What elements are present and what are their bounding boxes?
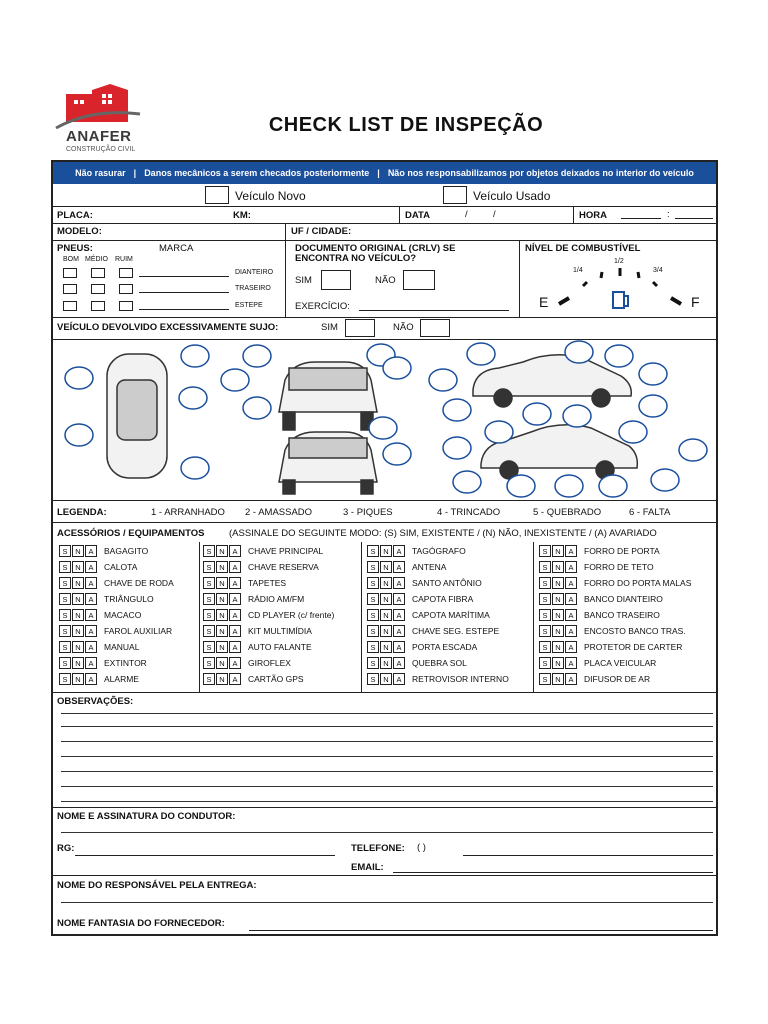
sna-option-box[interactable]: N (72, 641, 84, 653)
sna-option-box[interactable]: S (539, 561, 551, 573)
sna-option-box[interactable]: N (72, 609, 84, 621)
legend-title: LEGENDA: (57, 507, 107, 518)
data-label: DATA (405, 210, 430, 221)
tire-checkbox[interactable] (119, 284, 133, 294)
accessory-label: PROTETOR DE CARTER (584, 641, 683, 652)
accessory-label: SANTO ANTÔNIO (412, 577, 482, 588)
sna-option-box[interactable]: A (393, 625, 405, 637)
accessory-label: CHAVE SEG. ESTEPE (412, 625, 500, 636)
sna-option-box[interactable]: S (203, 577, 215, 589)
sna-option-box[interactable]: A (85, 577, 97, 589)
accessory-row (539, 544, 660, 557)
sna-option-box[interactable]: N (216, 609, 228, 621)
accessory-row (203, 576, 286, 589)
accessory-label: RETROVISOR INTERNO (412, 673, 509, 684)
accessory-row (203, 608, 334, 621)
accessory-label: CHAVE RESERVA (248, 561, 319, 572)
accessory-label: FORRO DE TETO (584, 561, 654, 572)
tire-checkbox[interactable] (63, 268, 77, 278)
uf-cidade-label: UF / CIDADE: (291, 226, 352, 237)
tire-condition-good: BOM (63, 256, 79, 263)
sna-option-box[interactable]: S (59, 561, 71, 573)
accessory-row (367, 640, 477, 653)
accessory-label: CAPOTA MARÍTIMA (412, 609, 490, 620)
fuel-title: NÍVEL DE COMBUSTÍVEL (525, 243, 641, 254)
sna-option-box[interactable]: N (380, 609, 392, 621)
sna-option-box[interactable]: A (565, 673, 577, 685)
accessory-row (539, 576, 691, 589)
accessory-row (367, 624, 499, 637)
fuel-half-label: 1/2 (614, 258, 624, 265)
sna-option-box[interactable]: N (552, 577, 564, 589)
modelo-label: MODELO: (57, 226, 102, 237)
accessory-row (203, 624, 312, 637)
sna-option-box[interactable]: N (216, 673, 228, 685)
accessory-label: CHAVE DE RODA (104, 577, 174, 588)
accessory-label: TAGÓGRAFO (412, 545, 466, 556)
sna-option-box[interactable]: A (393, 609, 405, 621)
legend-item: 2 - AMASSADO (245, 507, 313, 518)
placa-label: PLACA: (57, 210, 93, 221)
sna-option-box[interactable]: A (393, 673, 405, 685)
accessory-label: CHAVE PRINCIPAL (248, 545, 324, 556)
sna-option-box[interactable]: A (229, 545, 241, 557)
sna-option-box[interactable]: S (203, 545, 215, 557)
tire-checkbox[interactable] (91, 284, 105, 294)
accessory-label: CARTÃO GPS (248, 673, 304, 684)
sna-option-box[interactable]: A (85, 657, 97, 669)
accessory-row (367, 608, 490, 621)
dirty-yes-box[interactable] (345, 319, 375, 337)
supplier-label: NOME FANTASIA DO FORNECEDOR: (57, 918, 225, 929)
sna-option-box[interactable]: S (539, 625, 551, 637)
tire-checkbox[interactable] (63, 301, 77, 311)
sna-option-box[interactable]: N (380, 593, 392, 605)
sna-option-box[interactable]: A (393, 561, 405, 573)
sna-option-box[interactable]: N (72, 561, 84, 573)
document-no-box[interactable] (403, 270, 435, 290)
rg-label: RG: (57, 843, 75, 854)
sna-option-box[interactable]: S (203, 609, 215, 621)
sna-option-box[interactable]: S (59, 593, 71, 605)
accessory-row (59, 608, 141, 621)
sna-option-box[interactable]: N (380, 641, 392, 653)
phone-parens: ( ) (417, 842, 426, 853)
tire-checkbox[interactable] (91, 301, 105, 311)
accessory-label: FORRO DE PORTA (584, 545, 660, 556)
sna-option-box[interactable]: N (380, 561, 392, 573)
accessory-label: MACACO (104, 609, 142, 620)
sna-option-box[interactable]: A (229, 609, 241, 621)
accessory-label: QUEBRA SOL (412, 657, 467, 668)
accessory-label: CD PLAYER (c/ frente) (248, 609, 335, 620)
sna-option-box[interactable]: S (203, 561, 215, 573)
sna-option-box[interactable]: S (539, 673, 551, 685)
sna-option-box[interactable]: N (380, 545, 392, 557)
document-title: ENCONTRA NO VEÍCULO? (295, 253, 417, 264)
observations-title: OBSERVAÇÕES: (57, 696, 134, 707)
sna-option-box[interactable]: A (229, 577, 241, 589)
sna-option-box[interactable]: N (72, 577, 84, 589)
sna-option-box[interactable]: A (85, 609, 97, 621)
sna-option-box[interactable]: A (393, 545, 405, 557)
accessory-row (59, 560, 137, 573)
sna-option-box[interactable]: S (59, 673, 71, 685)
legend-item: 5 - QUEBRADO (533, 507, 602, 518)
accessory-row (59, 576, 174, 589)
banner-item: Não nos responsabilizamos por objetos deixados no interior do veículo (387, 168, 694, 178)
car-damage-diagram (53, 340, 716, 500)
sna-option-box[interactable]: A (85, 673, 97, 685)
accessory-row (203, 640, 312, 653)
sna-option-box[interactable]: S (539, 657, 551, 669)
accessory-label: ENCOSTO BANCO TRAS. (584, 625, 686, 636)
accessory-label: FORRO DO PORTA MALAS (584, 577, 692, 588)
sna-option-box[interactable]: A (229, 625, 241, 637)
accessory-label: BANCO DIANTEIRO (584, 593, 663, 604)
sna-option-box[interactable]: S (59, 577, 71, 589)
sna-option-box[interactable]: S (59, 657, 71, 669)
sna-option-box[interactable]: A (565, 641, 577, 653)
accessory-label: CAPOTA FIBRA (412, 593, 474, 604)
accessories-title: ACESSÓRIOS / EQUIPAMENTOS (57, 528, 205, 539)
km-label: KM: (233, 210, 251, 221)
sna-option-box[interactable]: A (565, 609, 577, 621)
car-top-view-icon (107, 354, 167, 478)
accessory-label: PLACA VEICULAR (584, 657, 657, 668)
sna-option-box[interactable]: A (565, 545, 577, 557)
sna-option-box[interactable]: S (367, 609, 379, 621)
sna-option-box[interactable]: N (552, 641, 564, 653)
accessory-label: FAROL AUXILIAR (104, 625, 173, 636)
sna-option-box[interactable]: N (216, 577, 228, 589)
sna-option-box[interactable]: A (85, 593, 97, 605)
sna-option-box[interactable]: N (380, 577, 392, 589)
accessories-instructions: (ASSINALE DO SEGUINTE MODO: (S) SIM, EXISTENTE / (N) NÃO, INEXISTENTE / (A) AVARIADO (229, 528, 657, 539)
accessory-row (203, 560, 319, 573)
accessory-row (59, 544, 148, 557)
sna-option-box[interactable]: S (367, 593, 379, 605)
accessory-row (539, 672, 650, 685)
sna-option-box[interactable]: S (367, 561, 379, 573)
sna-option-box[interactable]: A (393, 641, 405, 653)
fuel-empty-label: E (539, 294, 549, 310)
dirty-no-label: NÃO (393, 322, 414, 333)
accessory-row (367, 544, 466, 557)
sna-option-box[interactable]: A (565, 593, 577, 605)
sna-option-box[interactable]: A (393, 577, 405, 589)
legend-item: 1 - ARRANHADO (151, 507, 225, 518)
sna-option-box[interactable]: S (539, 593, 551, 605)
date-slash: / (493, 209, 496, 220)
accessory-row (539, 624, 686, 637)
tire-checkbox[interactable] (119, 268, 133, 278)
logo-tagline: CONSTRUÇÃO CIVIL (66, 146, 136, 153)
sna-option-box[interactable]: A (229, 657, 241, 669)
sna-option-box[interactable]: S (539, 545, 551, 557)
accessory-row (539, 560, 654, 573)
sna-option-box[interactable]: N (216, 561, 228, 573)
accessory-row (203, 672, 304, 685)
tire-checkbox[interactable] (91, 268, 105, 278)
new-vehicle-checkbox[interactable] (205, 186, 229, 204)
sna-option-box[interactable]: A (229, 673, 241, 685)
tire-checkbox[interactable] (63, 284, 77, 294)
tire-position-rear: TRASEIRO (235, 285, 271, 292)
sna-option-box[interactable]: N (216, 641, 228, 653)
banner-item: Não rasurar (75, 168, 126, 178)
banner-separator: | (133, 168, 137, 178)
fuel-quarter-label: 1/4 (573, 267, 583, 274)
sna-option-box[interactable]: N (72, 657, 84, 669)
logo-name: ANAFER (66, 128, 132, 145)
document-yes-box[interactable] (321, 270, 351, 290)
sna-option-box[interactable]: S (59, 641, 71, 653)
dirty-label: VEÍCULO DEVOLVIDO EXCESSIVAMENTE SUJO: (57, 322, 279, 333)
sna-option-box[interactable]: S (59, 545, 71, 557)
sna-option-box[interactable]: N (380, 657, 392, 669)
sna-option-box[interactable]: N (552, 561, 564, 573)
banner-separator: | (377, 168, 380, 178)
accessory-label: BANCO TRASEIRO (584, 609, 660, 620)
tires-label: PNEUS: (57, 243, 93, 254)
new-vehicle-label: Veículo Novo (235, 189, 306, 203)
sna-option-box[interactable]: A (565, 577, 577, 589)
sna-option-box[interactable]: S (539, 641, 551, 653)
sna-option-box[interactable]: S (539, 577, 551, 589)
sna-option-box[interactable]: A (85, 625, 97, 637)
accessory-label: BAGAGITO (104, 545, 149, 556)
accessory-row (539, 608, 660, 621)
accessory-row (203, 592, 304, 605)
date-slash: / (465, 209, 468, 220)
tire-position-spare: ESTEPE (235, 302, 263, 309)
sna-option-box[interactable]: A (229, 641, 241, 653)
fuel-full-label: F (691, 294, 700, 310)
sna-option-box[interactable]: N (552, 673, 564, 685)
legend-item: 6 - FALTA (629, 507, 671, 518)
accessory-label: RÁDIO AM/FM (248, 593, 305, 604)
sna-option-box[interactable]: N (72, 625, 84, 637)
sna-option-box[interactable]: N (72, 593, 84, 605)
sna-option-box[interactable]: N (216, 545, 228, 557)
sna-option-box[interactable]: N (216, 657, 228, 669)
document-no-label: NÃO (375, 275, 396, 286)
accessory-row (59, 624, 172, 637)
sna-option-box[interactable]: A (393, 657, 405, 669)
sna-option-box[interactable]: S (367, 641, 379, 653)
exercise-label: EXERCÍCIO: (295, 301, 350, 312)
responsible-label: NOME DO RESPONSÁVEL PELA ENTREGA: (57, 880, 257, 891)
accessory-label: TRIÂNGULO (104, 593, 154, 604)
car-rear-view-icon (279, 362, 377, 430)
accessory-row (203, 544, 323, 557)
document-title: DOCUMENTO ORIGINAL (CRLV) SE (295, 243, 456, 254)
legend-item: 4 - TRINCADO (437, 507, 501, 518)
sna-option-box[interactable]: N (72, 545, 84, 557)
sna-option-box[interactable]: S (59, 609, 71, 621)
accessory-row (539, 640, 682, 653)
accessory-label: ANTENA (412, 561, 447, 572)
accessory-row (367, 656, 467, 669)
tire-condition-bad: RUIM (115, 256, 133, 263)
sna-option-box[interactable]: S (203, 641, 215, 653)
accessory-row (59, 640, 139, 653)
document-yes-label: SIM (295, 275, 312, 286)
fuel-three-quarter-label: 3/4 (653, 267, 663, 274)
accessory-label: MANUAL (104, 641, 140, 652)
sna-option-box[interactable]: A (393, 593, 405, 605)
sna-option-box[interactable]: A (229, 561, 241, 573)
sna-option-box[interactable]: N (552, 609, 564, 621)
accessory-row (539, 656, 656, 669)
sna-option-box[interactable]: S (203, 593, 215, 605)
tire-position-front: DIANTEIRO (235, 269, 274, 276)
sna-option-box[interactable]: A (565, 625, 577, 637)
sna-option-box[interactable]: N (216, 593, 228, 605)
sna-option-box[interactable]: A (565, 561, 577, 573)
phone-label: TELEFONE: (351, 843, 405, 854)
sna-option-box[interactable]: S (367, 657, 379, 669)
notice-banner (53, 162, 716, 184)
accessory-row (59, 672, 139, 685)
accessory-label: CALOTA (104, 561, 138, 572)
legend-item: 3 - PIQUES (343, 507, 393, 518)
sna-option-box[interactable]: S (59, 625, 71, 637)
accessory-row (367, 560, 446, 573)
sna-option-box[interactable]: S (203, 657, 215, 669)
hora-label: HORA (579, 210, 607, 221)
sna-option-box[interactable]: A (565, 657, 577, 669)
sna-option-box[interactable]: A (85, 561, 97, 573)
accessory-label: DIFUSOR DE AR (584, 673, 651, 684)
used-vehicle-label: Veículo Usado (473, 189, 551, 203)
sna-option-box[interactable]: S (203, 673, 215, 685)
driver-signature-label: NOME E ASSINATURA DO CONDUTOR: (57, 811, 236, 822)
sna-option-box[interactable]: N (552, 593, 564, 605)
sna-option-box[interactable]: N (552, 657, 564, 669)
email-label: EMAIL: (351, 862, 384, 873)
sna-option-box[interactable]: S (539, 609, 551, 621)
car-front-view-icon (279, 432, 377, 494)
banner-item: Danos mecânicos a serem checados posteriormente (144, 168, 370, 178)
accessory-row (59, 656, 147, 669)
accessory-row (367, 592, 473, 605)
tire-checkbox[interactable] (119, 301, 133, 311)
sna-option-box[interactable]: S (367, 673, 379, 685)
accessory-label: GIROFLEX (248, 657, 291, 668)
accessory-label: EXTINTOR (104, 657, 147, 668)
sna-option-box[interactable]: N (216, 625, 228, 637)
accessory-label: AUTO FALANTE (248, 641, 312, 652)
dirty-no-box[interactable] (420, 319, 450, 337)
used-vehicle-checkbox[interactable] (443, 186, 467, 204)
sna-option-box[interactable]: N (380, 625, 392, 637)
accessory-row (203, 656, 291, 669)
sna-option-box[interactable]: A (229, 593, 241, 605)
sna-option-box[interactable]: A (85, 641, 97, 653)
accessory-label: TAPETES (248, 577, 287, 588)
sna-option-box[interactable]: S (367, 545, 379, 557)
tire-condition-medium: MÉDIO (85, 256, 108, 263)
inspection-form (51, 160, 718, 936)
sna-option-box[interactable]: N (72, 673, 84, 685)
accessory-row (367, 672, 509, 685)
accessory-row (59, 592, 154, 605)
sna-option-box[interactable]: N (380, 673, 392, 685)
tires-brand-label: MARCA (159, 243, 194, 254)
sna-option-box[interactable]: N (552, 545, 564, 557)
accessory-label: KIT MULTIMÍDIA (248, 625, 312, 636)
accessory-label: ALARME (104, 673, 139, 684)
accessory-label: PORTA ESCADA (412, 641, 478, 652)
sna-option-box[interactable]: S (203, 625, 215, 637)
time-colon: : (667, 209, 670, 220)
sna-option-box[interactable]: S (367, 577, 379, 589)
dirty-yes-label: SIM (321, 322, 338, 333)
sna-option-box[interactable]: N (552, 625, 564, 637)
page-title: CHECK LIST DE INSPEÇÃO (268, 114, 544, 136)
accessory-row (539, 592, 663, 605)
sna-option-box[interactable]: A (85, 545, 97, 557)
accessory-row (367, 576, 482, 589)
sna-option-box[interactable]: S (367, 625, 379, 637)
